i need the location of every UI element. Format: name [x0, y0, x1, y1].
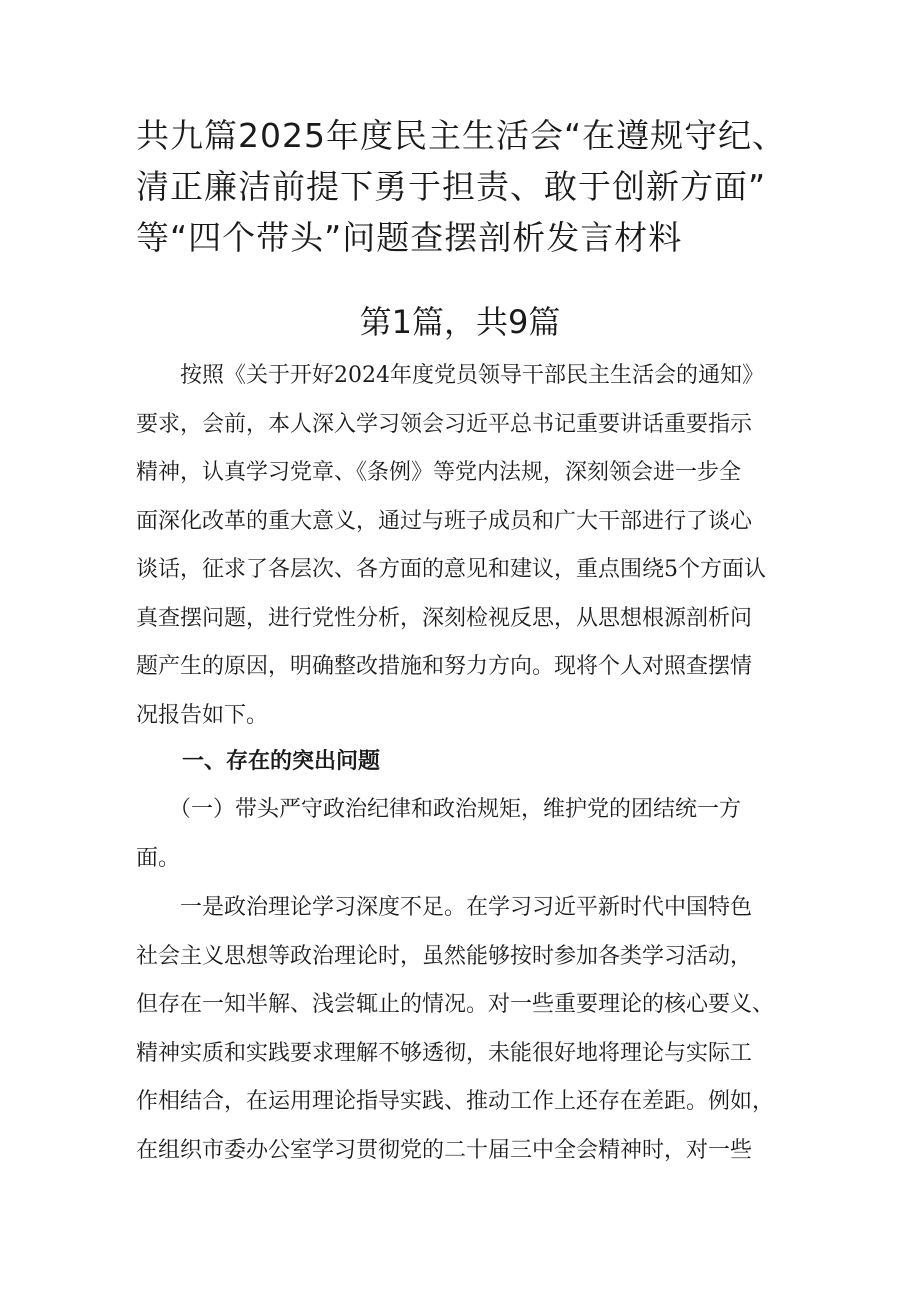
- document-title: [136, 110, 796, 263]
- section-heading: 一、存在的突出问题: [182, 749, 381, 774]
- paragraph-line: 真查摆问题，进行党性分析，深刻检视反思，从思想根源剖析问: [136, 605, 753, 631]
- paragraph-line: 面深化改革的重大意义，通过与班子成员和广大干部进行了谈心: [136, 508, 753, 534]
- paragraph-line: 谈话，征求了各层次、各方面的意见和建议，重点围绕5个方面认: [136, 557, 766, 582]
- paragraph-line: 况报告如下。: [136, 702, 269, 728]
- paragraph-line: 要求，会前，本人深入学习领会习近平总书记重要讲话重要指示: [136, 411, 753, 437]
- paragraph-line: 社会主义思想等政治理论时，虽然能够按时参加各类学习活动，: [136, 943, 753, 969]
- paragraph-line: 作相结合，在运用理论指导实践、推动工作上还存在差距。例如，: [136, 1089, 775, 1114]
- paragraph-line: 一是政治理论学习深度不足。在学习习近平新时代中国特色: [136, 895, 753, 920]
- paragraph-line: 但存在一知半解、浅尝辄止的情况。对一些重要理论的核心要义、: [136, 992, 775, 1017]
- title-line: 等“四个带头”问题查摆剖析发言材料: [136, 218, 683, 257]
- title-line: 共九篇2025年度民主生活会“在遵规守纪、: [136, 116, 787, 155]
- intro-paragraph: [136, 352, 816, 740]
- paragraph-line: 精神，认真学习党章、《条例》等党内法规，深刻领会进一步全: [136, 460, 742, 485]
- document-subtitle: 第1篇，共9篇: [359, 303, 561, 341]
- paragraph-line: 面。: [136, 845, 181, 871]
- paragraph-line: 按照《关于开好2024年度党员领导干部民主生活会的通知》: [136, 363, 764, 388]
- paragraph-line: （一）带头严守政治纪律和政治规矩，维护党的团结统一方: [136, 797, 742, 822]
- title-line: 清正廉洁前提下勇于担责、敢于创新方面”: [136, 167, 767, 206]
- paragraph-line: 精神实质和实践要求理解不够透彻，未能很好地将理论与实际工: [136, 1040, 753, 1066]
- point-paragraph: [136, 884, 816, 1175]
- subsection-paragraph: [136, 786, 816, 883]
- paragraph-line: 题产生的原因，明确整改措施和努力方向。现将个人对照查摆情: [136, 654, 753, 679]
- paragraph-line: 在组织市委办公室学习贯彻党的二十届三中全会精神时，对一些: [136, 1137, 753, 1163]
